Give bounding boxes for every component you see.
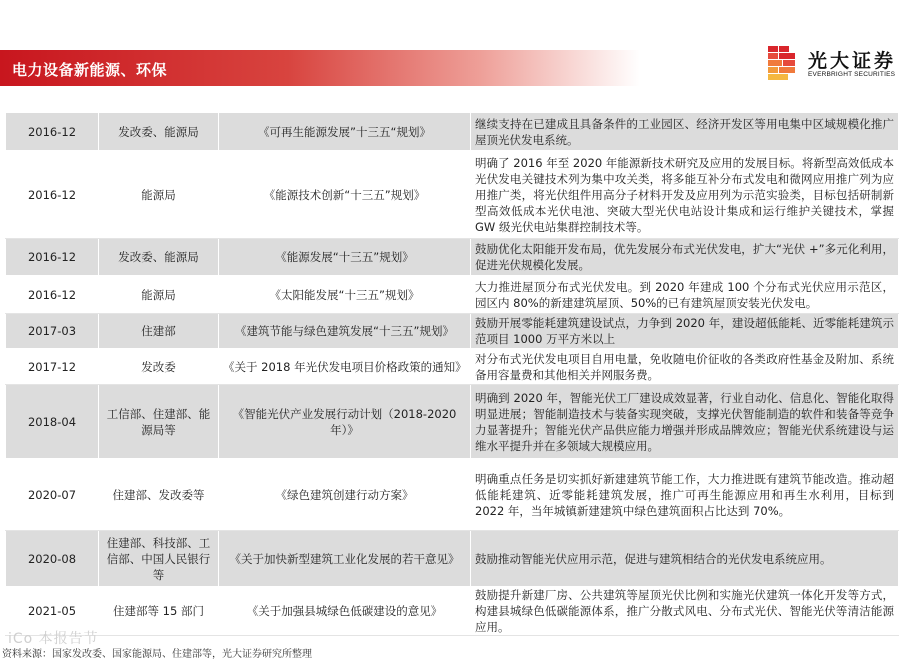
- company-logo: [768, 44, 898, 82]
- policy-date: 2016-12: [6, 113, 99, 151]
- table-row: [6, 113, 899, 151]
- policy-content: 对分布式光伏发电项目自用电量，免收随电价征收的各类政府性基金及附加、系统备用容量费和其他相关并网服务费。: [471, 349, 899, 385]
- policy-date: 2018-04: [6, 385, 99, 459]
- policy-content: 鼓励开展零能耗建筑建设试点，力争到 2020 年，建设超低能耗、近零能耗建筑示范项目 1000 万平方米以上: [471, 314, 899, 349]
- policy-document: 《关于加快新型建筑工业化发展的若干意见》: [219, 531, 471, 587]
- table-row: [6, 459, 899, 531]
- policy-document: 《能源发展“十三五”规划》: [219, 239, 471, 276]
- policy-document: 《建筑节能与绿色建筑发展“十三五”规划》: [219, 314, 471, 349]
- policy-department: 住建部、发改委等: [99, 459, 219, 531]
- policy-date: 2020-08: [6, 531, 99, 587]
- table-row: [6, 276, 899, 314]
- policy-content: 大力推进屋顶分布式光伏发电。到 2020 年建成 100 个分布式光伏应用示范区，园区内 80%的新建建筑屋顶、50%的已有建筑屋顶安装光伏发电。: [471, 276, 899, 314]
- policy-content: 明确了 2016 年至 2020 年能源新技术研究及应用的发展目标。将新型高效低成本光伏发电关键技术列为集中攻关类，将多能互补分布式发电和微网应用推广列为应用推广类，将光伏组件用高分子材料开发及应用列为示范实验类，目标包括研制新型高效低成本光伏电池、突破大型光伏电站设计集成和运行维护关键技术，掌握 GW 级光伏电站集群控制技术等。: [471, 151, 899, 239]
- policy-department: 能源局: [99, 276, 219, 314]
- table-row: [6, 385, 899, 459]
- policy-document: 《关于加强县城绿色低碳建设的意见》: [219, 587, 471, 636]
- policy-date: 2020-07: [6, 459, 99, 531]
- policy-document: 《绿色建筑创建行动方案》: [219, 459, 471, 531]
- section-title: 电力设备新能源、环保: [12, 61, 168, 79]
- logo-name-chinese: 光大证券: [808, 50, 897, 72]
- table-row: [6, 587, 899, 636]
- policy-department: 住建部: [99, 314, 219, 349]
- policy-date: 2017-12: [6, 349, 99, 385]
- table-row: [6, 151, 899, 239]
- policy-department: 发改委、能源局: [99, 113, 219, 151]
- policy-department: 住建部等 15 部门: [99, 587, 219, 636]
- policy-document: 《太阳能发展“十三五”规划》: [219, 276, 471, 314]
- policy-content: 鼓励优化太阳能开发布局，优先发展分布式光伏发电，扩大“光伏 +”多元化利用，促进光伏规模化发展。: [471, 239, 899, 276]
- policy-date: 2017-03: [6, 314, 99, 349]
- policy-document: 《智能光伏产业发展行动计划（2018-2020年）》: [219, 385, 471, 459]
- watermark: iCo 本报告节: [8, 631, 99, 647]
- table-row: [6, 531, 899, 587]
- policy-date: 2016-12: [6, 276, 99, 314]
- source-note: 资料来源：国家发改委、国家能源局、住建部等，光大证券研究所整理: [2, 649, 312, 660]
- table-row: [6, 314, 899, 349]
- policy-department: 发改委: [99, 349, 219, 385]
- policy-content: 继续支持在已建成且具备条件的工业园区、经济开发区等用电集中区域规模化推广屋顶光伏发电系统。: [471, 113, 899, 151]
- policy-date: 2016-12: [6, 151, 99, 239]
- policy-document: 《可再生能源发展”十三五“规划》: [219, 113, 471, 151]
- policy-date: 2016-12: [6, 239, 99, 276]
- policy-department: 发改委、能源局: [99, 239, 219, 276]
- policy-content: 明确到 2020 年，智能光伏工厂建设成效显著，行业自动化、信息化、智能化取得明显进展；智能制造技术与装备实现突破，支撑光伏智能制造的软件和装备等竞争力显著提升；智能光伏产品供应能力增强并形成品牌效应；智能光伏系统建设与运维水平提升并在多领域大规模应用。: [471, 385, 899, 459]
- logo-name-english: EVERBRIGHT SECURITIES: [808, 71, 896, 78]
- table-row: [6, 239, 899, 276]
- policy-table: [5, 112, 899, 636]
- policy-content: 鼓励推动智能光伏应用示范，促进与建筑相结合的光伏发电系统应用。: [471, 531, 899, 587]
- policy-date: 2021-05: [6, 587, 99, 636]
- policy-department: 住建部、科技部、工信部、中国人民银行等: [99, 531, 219, 587]
- policy-content: 明确重点任务是切实抓好新建建筑节能工作，大力推进既有建筑节能改造。推动超低能耗建筑、近零能耗建筑发展，推广可再生能源应用和再生水利用，目标到 2022 年，当年城镇新建建筑中绿色建筑面积占比达到 70%。: [471, 459, 899, 531]
- policy-content: 鼓励提升新建厂房、公共建筑等屋顶光伏比例和实施光伏建筑一体化开发等方式，构建县城绿色低碳能源体系，推广分散式风电、分布式光伏、智能光伏等清洁能源应用。: [471, 587, 899, 636]
- policy-department: 能源局: [99, 151, 219, 239]
- everbright-logo-icon: [768, 44, 798, 82]
- policy-department: 工信部、住建部、能源局等: [99, 385, 219, 459]
- table-row: [6, 349, 899, 385]
- policy-document: 《能源技术创新“十三五”规划》: [219, 151, 471, 239]
- policy-document: 《关于 2018 年光伏发电项目价格政策的通知》: [219, 349, 471, 385]
